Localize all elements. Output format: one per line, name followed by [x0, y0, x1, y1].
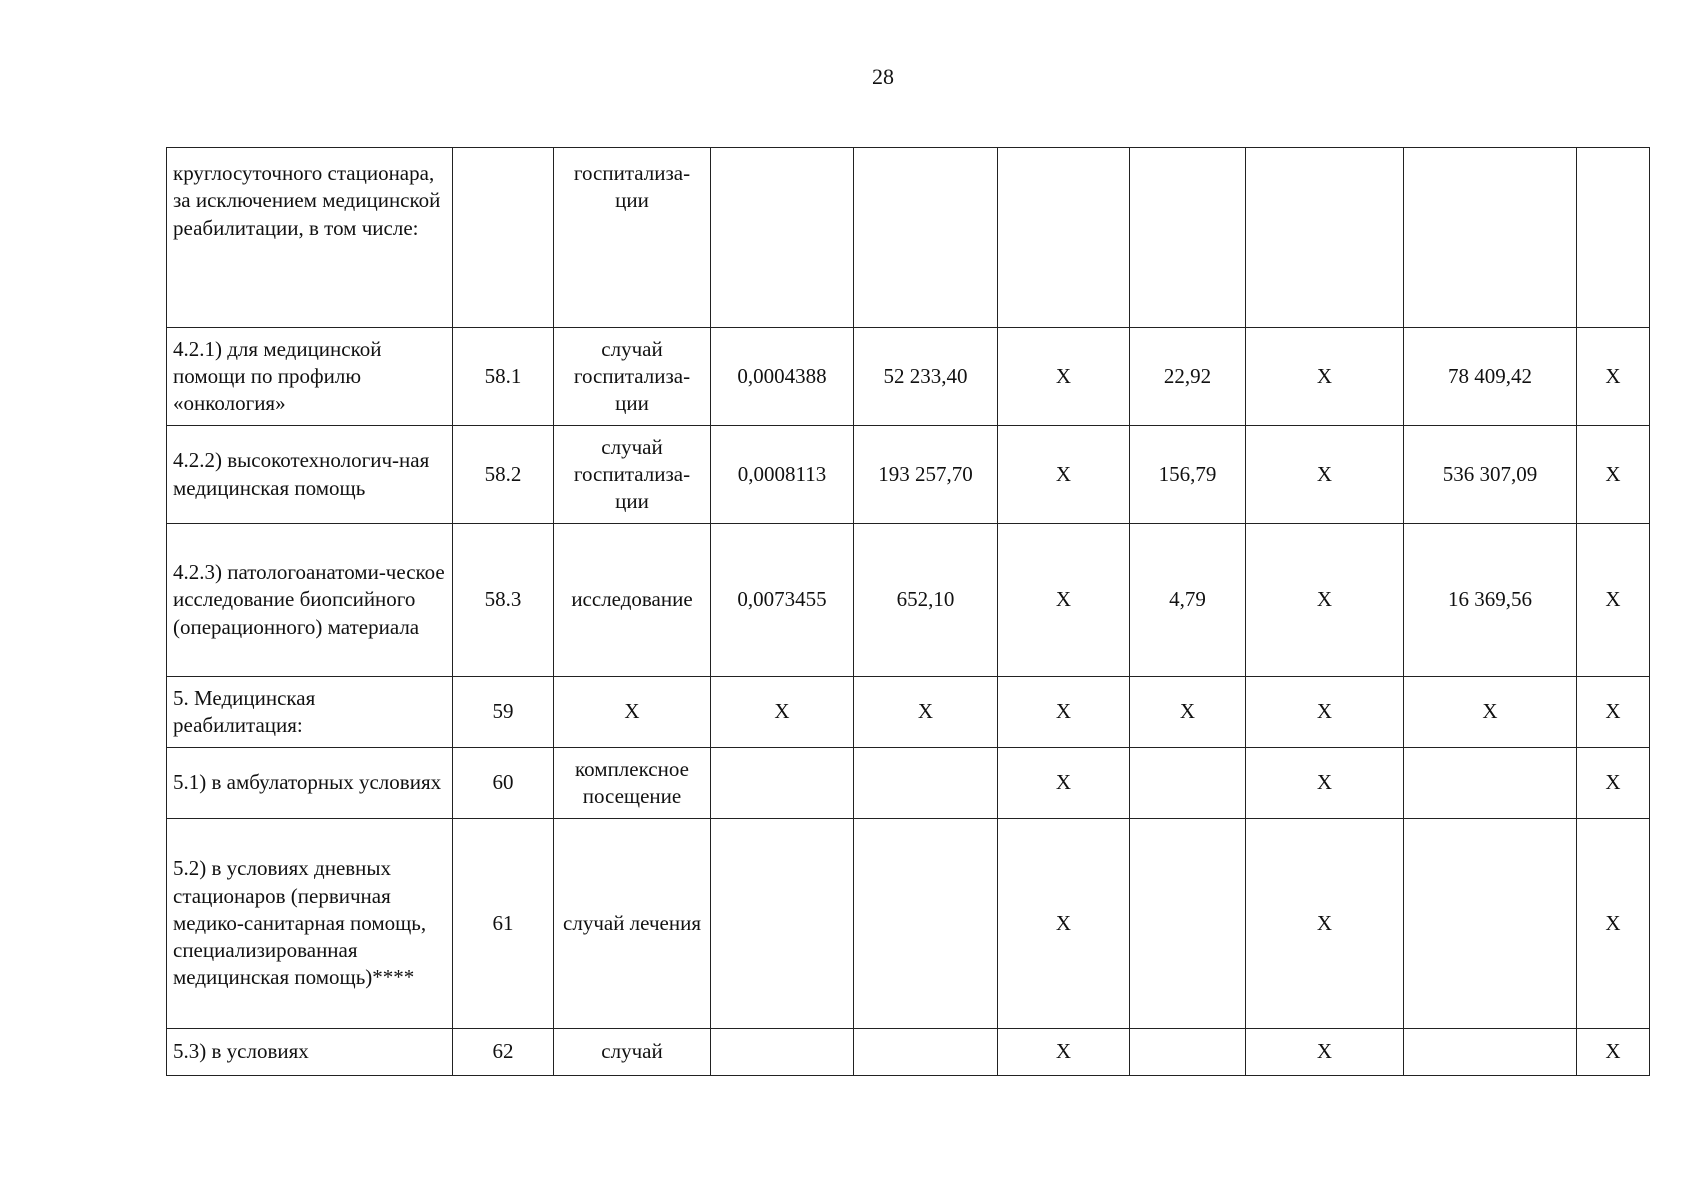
table-cell: X	[1246, 426, 1404, 524]
table-row	[167, 328, 1650, 426]
row-unit: случай	[554, 1029, 711, 1076]
row-name: 5.1) в амбулаторных условиях	[167, 748, 453, 819]
row-unit: случай госпитализа-ции	[554, 328, 711, 426]
table-row	[167, 524, 1650, 677]
table-cell	[1130, 819, 1246, 1029]
row-code: 62	[453, 1029, 554, 1076]
table-cell	[711, 819, 854, 1029]
table-cell	[1246, 148, 1404, 328]
row-unit: случай госпитализа-ции	[554, 426, 711, 524]
table-cell: X	[1246, 677, 1404, 748]
table-cell: 0,0073455	[711, 524, 854, 677]
table-cell	[854, 748, 998, 819]
table-cell: 652,10	[854, 524, 998, 677]
table-cell: X	[998, 328, 1130, 426]
table-cell	[1130, 148, 1246, 328]
table-cell	[1404, 148, 1577, 328]
row-name: 5. Медицинская реабилитация:	[167, 677, 453, 748]
table-cell: X	[1246, 748, 1404, 819]
table-cell	[1130, 1029, 1246, 1076]
row-name: 5.2) в условиях дневных стационаров (первичная медико-санитарная помощь, специализированная медицинская помощь)****	[167, 819, 453, 1029]
table-row	[167, 677, 1650, 748]
table-cell: X	[998, 1029, 1130, 1076]
table-cell	[998, 148, 1130, 328]
table-row	[167, 819, 1650, 1029]
table-cell	[854, 148, 998, 328]
table-row	[167, 148, 1650, 328]
table-cell: X	[1577, 426, 1650, 524]
row-unit: X	[554, 677, 711, 748]
table-cell: X	[854, 677, 998, 748]
table-cell: X	[1577, 328, 1650, 426]
table-cell	[854, 819, 998, 1029]
table-cell: 22,92	[1130, 328, 1246, 426]
table-cell: X	[1577, 1029, 1650, 1076]
table-cell: X	[1246, 1029, 1404, 1076]
table-row	[167, 748, 1650, 819]
table-cell: X	[1577, 677, 1650, 748]
table-cell: 78 409,42	[1404, 328, 1577, 426]
table-cell	[1404, 819, 1577, 1029]
table-cell: X	[998, 819, 1130, 1029]
page-number: 28	[872, 64, 894, 89]
data-table	[166, 147, 1650, 1076]
table-cell: X	[1246, 819, 1404, 1029]
row-name: круглосуточного стационара, за исключением медицинской реабилитации, в том числе:	[167, 148, 453, 328]
table-cell: 16 369,56	[1404, 524, 1577, 677]
row-code: 58.1	[453, 328, 554, 426]
table-cell: X	[1404, 677, 1577, 748]
table-cell: 52 233,40	[854, 328, 998, 426]
row-name: 5.3) в условиях	[167, 1029, 453, 1076]
table-cell	[711, 1029, 854, 1076]
row-code: 58.3	[453, 524, 554, 677]
table-cell: 0,0004388	[711, 328, 854, 426]
table-cell	[1404, 1029, 1577, 1076]
row-unit: комплексное посещение	[554, 748, 711, 819]
table-cell: X	[1130, 677, 1246, 748]
table-cell: X	[1577, 524, 1650, 677]
row-code: 59	[453, 677, 554, 748]
row-code: 60	[453, 748, 554, 819]
table-cell: X	[998, 426, 1130, 524]
table-row	[167, 426, 1650, 524]
table-cell: X	[1246, 524, 1404, 677]
table-cell: X	[998, 748, 1130, 819]
table-cell: X	[998, 677, 1130, 748]
row-code: 61	[453, 819, 554, 1029]
table-cell	[1577, 148, 1650, 328]
table-row	[167, 1029, 1650, 1076]
row-name: 4.2.1) для медицинской помощи по профилю «онкология»	[167, 328, 453, 426]
row-name: 4.2.3) патологоанатоми-ческое исследование биопсийного (операционного) материала	[167, 524, 453, 677]
table-cell	[854, 1029, 998, 1076]
table-cell: X	[711, 677, 854, 748]
table-cell: 4,79	[1130, 524, 1246, 677]
table-cell	[1404, 748, 1577, 819]
row-unit: исследование	[554, 524, 711, 677]
table-cell: X	[1577, 748, 1650, 819]
table-cell	[711, 148, 854, 328]
table-cell: X	[1246, 328, 1404, 426]
table-cell: 156,79	[1130, 426, 1246, 524]
table-cell: X	[998, 524, 1130, 677]
table-cell: 536 307,09	[1404, 426, 1577, 524]
row-unit: госпитализа-ции	[554, 148, 711, 328]
row-code: 58.2	[453, 426, 554, 524]
table-cell: X	[1577, 819, 1650, 1029]
row-unit: случай лечения	[554, 819, 711, 1029]
row-name: 4.2.2) высокотехнологич-ная медицинская помощь	[167, 426, 453, 524]
row-code	[453, 148, 554, 328]
table-cell: 193 257,70	[854, 426, 998, 524]
table-cell: 0,0008113	[711, 426, 854, 524]
table-cell	[1130, 748, 1246, 819]
table-cell	[711, 748, 854, 819]
